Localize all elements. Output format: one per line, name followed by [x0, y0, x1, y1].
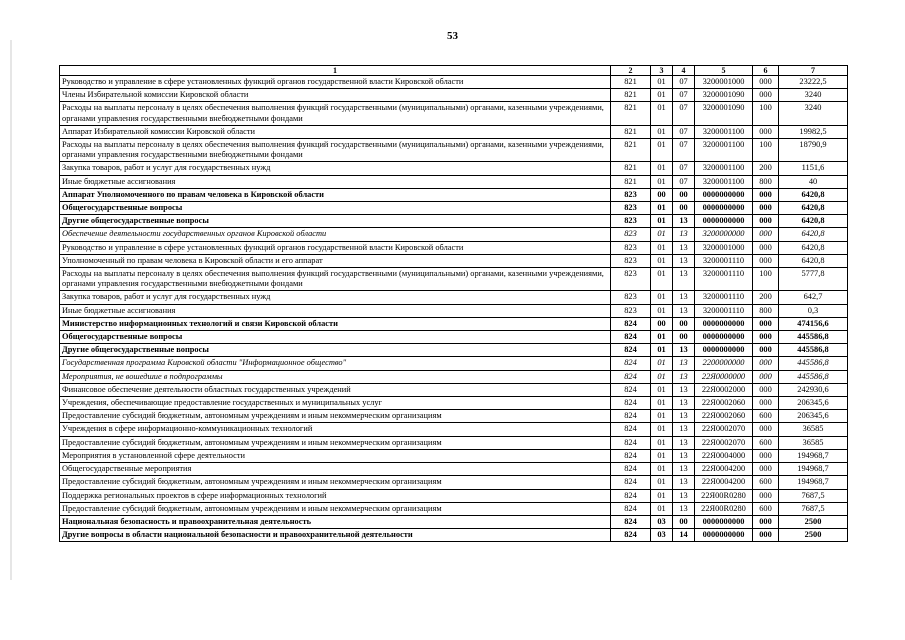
table-row [60, 463, 848, 476]
row-ministry-code: 823 [611, 215, 651, 228]
row-amount: 6420,8 [779, 215, 848, 228]
row-section-code: 01 [651, 370, 673, 383]
row-target-article: 22Я0000000 [695, 370, 753, 383]
row-expense-type: 000 [753, 188, 779, 201]
row-section-code: 00 [651, 317, 673, 330]
row-ministry-code: 821 [611, 125, 651, 138]
table-row [60, 188, 848, 201]
row-ministry-code: 824 [611, 344, 651, 357]
row-description: Уполномоченный по правам человека в Кировской области и его аппарат [60, 254, 611, 267]
row-expense-type: 000 [753, 254, 779, 267]
row-subsection-code: 00 [673, 317, 695, 330]
row-target-article: 3200001100 [695, 139, 753, 162]
row-subsection-code: 13 [673, 502, 695, 515]
table-row [60, 449, 848, 462]
row-description: Расходы на выплаты персоналу в целях обеспечения выполнения функций государственными (муниципальными) органами, казенными учреждениями, органами управления государственными внебюджетными фондами [60, 268, 611, 291]
row-subsection-code: 13 [673, 215, 695, 228]
row-subsection-code: 13 [673, 268, 695, 291]
row-ministry-code: 821 [611, 89, 651, 102]
row-target-article: 22Я0002070 [695, 436, 753, 449]
row-expense-type: 000 [753, 449, 779, 462]
row-ministry-code: 824 [611, 436, 651, 449]
row-description: Поддержка региональных проектов в сфере информационных технологий [60, 489, 611, 502]
row-ministry-code: 824 [611, 357, 651, 370]
row-description: Расходы на выплаты персоналу в целях обеспечения выполнения функций государственными (муниципальными) органами, казенными учреждениями, органами управления государственными внебюджетными фондами [60, 102, 611, 125]
row-section-code: 01 [651, 383, 673, 396]
row-description: Министерство информационных технологий и связи Кировской области [60, 317, 611, 330]
row-target-article: 22Я00R0280 [695, 489, 753, 502]
row-expense-type: 000 [753, 397, 779, 410]
row-expense-type: 000 [753, 383, 779, 396]
row-expense-type: 000 [753, 76, 779, 89]
row-expense-type: 200 [753, 162, 779, 175]
row-target-article: 22Я00R0280 [695, 502, 753, 515]
row-target-article: 3200001090 [695, 89, 753, 102]
row-description: Аппарат Уполномоченного по правам человека в Кировской области [60, 188, 611, 201]
row-ministry-code: 824 [611, 515, 651, 528]
row-amount: 642,7 [779, 291, 848, 304]
row-amount: 2500 [779, 515, 848, 528]
row-section-code: 01 [651, 139, 673, 162]
row-description: Закупка товаров, работ и услуг для государственных нужд [60, 162, 611, 175]
row-target-article: 0000000000 [695, 202, 753, 215]
table-row [60, 202, 848, 215]
row-description: Общегосударственные вопросы [60, 202, 611, 215]
row-section-code: 01 [651, 76, 673, 89]
row-description: Предоставление субсидий бюджетным, автономным учреждениям и иным некоммерческим организациям [60, 476, 611, 489]
row-section-code: 01 [651, 502, 673, 515]
row-expense-type: 000 [753, 215, 779, 228]
row-description: Иные бюджетные ассигнования [60, 304, 611, 317]
row-ministry-code: 823 [611, 254, 651, 267]
row-target-article: 3200001110 [695, 291, 753, 304]
table-body [60, 76, 848, 542]
row-ministry-code: 824 [611, 397, 651, 410]
row-amount: 445586,8 [779, 344, 848, 357]
row-target-article: 3200001110 [695, 304, 753, 317]
row-expense-type: 000 [753, 202, 779, 215]
row-section-code: 01 [651, 89, 673, 102]
row-ministry-code: 824 [611, 489, 651, 502]
row-ministry-code: 824 [611, 502, 651, 515]
row-amount: 7687,5 [779, 489, 848, 502]
row-target-article: 22Я0002070 [695, 423, 753, 436]
row-ministry-code: 823 [611, 202, 651, 215]
row-ministry-code: 824 [611, 317, 651, 330]
table-row [60, 436, 848, 449]
table-row [60, 162, 848, 175]
table-row [60, 423, 848, 436]
row-description: Мероприятия в установленной сфере деятельности [60, 449, 611, 462]
row-target-article: 0000000000 [695, 215, 753, 228]
row-target-article: 22Я0002060 [695, 410, 753, 423]
row-target-article: 3200001000 [695, 76, 753, 89]
row-section-code: 01 [651, 476, 673, 489]
row-section-code: 01 [651, 162, 673, 175]
scan-edge-mark [10, 40, 12, 580]
row-target-article: 3200001110 [695, 254, 753, 267]
row-subsection-code: 00 [673, 202, 695, 215]
row-target-article: 0000000000 [695, 515, 753, 528]
row-section-code: 03 [651, 529, 673, 542]
row-subsection-code: 13 [673, 383, 695, 396]
table-row [60, 254, 848, 267]
row-target-article: 22Я0004200 [695, 476, 753, 489]
row-amount: 7687,5 [779, 502, 848, 515]
row-target-article: 3200001110 [695, 268, 753, 291]
row-section-code: 01 [651, 254, 673, 267]
row-amount: 0,3 [779, 304, 848, 317]
row-expense-type: 600 [753, 410, 779, 423]
row-amount: 23222,5 [779, 76, 848, 89]
row-expense-type: 800 [753, 175, 779, 188]
header-col-3: 3 [651, 66, 673, 76]
row-description: Члены Избирательной комиссии Кировской области [60, 89, 611, 102]
row-expense-type: 000 [753, 489, 779, 502]
row-description: Учреждения в сфере информационно-коммуникационных технологий [60, 423, 611, 436]
row-ministry-code: 824 [611, 383, 651, 396]
row-amount: 194968,7 [779, 449, 848, 462]
row-target-article: 3200001100 [695, 175, 753, 188]
row-description: Иные бюджетные ассигнования [60, 175, 611, 188]
row-section-code: 01 [651, 436, 673, 449]
row-ministry-code: 824 [611, 449, 651, 462]
table-row [60, 241, 848, 254]
row-description: Другие вопросы в области национальной безопасности и правоохранительной деятельности [60, 529, 611, 542]
row-description: Руководство и управление в сфере установленных функций органов государственной власти Кировской области [60, 76, 611, 89]
row-subsection-code: 07 [673, 89, 695, 102]
budget-table [59, 65, 848, 542]
row-description: Национальная безопасность и правоохранительная деятельность [60, 515, 611, 528]
row-section-code: 01 [651, 423, 673, 436]
row-target-article: 0000000000 [695, 529, 753, 542]
row-description: Мероприятия, не вошедшие в подпрограммы [60, 370, 611, 383]
row-ministry-code: 823 [611, 241, 651, 254]
row-amount: 6420,8 [779, 228, 848, 241]
row-expense-type: 000 [753, 529, 779, 542]
row-ministry-code: 821 [611, 139, 651, 162]
header-col-2: 2 [611, 66, 651, 76]
header-col-6: 6 [753, 66, 779, 76]
row-section-code: 01 [651, 291, 673, 304]
row-description: Предоставление субсидий бюджетным, автономным учреждениям и иным некоммерческим организациям [60, 436, 611, 449]
row-ministry-code: 823 [611, 291, 651, 304]
row-description: Закупка товаров, работ и услуг для государственных нужд [60, 291, 611, 304]
row-amount: 445586,8 [779, 331, 848, 344]
row-ministry-code: 821 [611, 175, 651, 188]
header-col-5: 5 [695, 66, 753, 76]
page-number: 53 [447, 30, 458, 42]
row-amount: 206345,6 [779, 397, 848, 410]
row-ministry-code: 821 [611, 162, 651, 175]
row-section-code: 01 [651, 397, 673, 410]
header-col-4: 4 [673, 66, 695, 76]
row-target-article: 22Я0004200 [695, 463, 753, 476]
row-target-article: 3200001100 [695, 125, 753, 138]
row-section-code: 01 [651, 125, 673, 138]
row-subsection-code: 13 [673, 436, 695, 449]
table-row [60, 370, 848, 383]
table-row [60, 529, 848, 542]
row-section-code: 01 [651, 215, 673, 228]
row-expense-type: 000 [753, 125, 779, 138]
row-expense-type: 000 [753, 89, 779, 102]
row-subsection-code: 13 [673, 410, 695, 423]
row-expense-type: 000 [753, 317, 779, 330]
row-expense-type: 600 [753, 436, 779, 449]
row-subsection-code: 07 [673, 125, 695, 138]
table-row [60, 76, 848, 89]
row-description: Общегосударственные вопросы [60, 331, 611, 344]
table-row [60, 175, 848, 188]
row-amount: 1151,6 [779, 162, 848, 175]
row-section-code: 01 [651, 410, 673, 423]
row-subsection-code: 13 [673, 344, 695, 357]
row-target-article: 3200001100 [695, 162, 753, 175]
table-row [60, 304, 848, 317]
row-subsection-code: 13 [673, 357, 695, 370]
row-ministry-code: 824 [611, 423, 651, 436]
row-section-code: 01 [651, 102, 673, 125]
row-subsection-code: 13 [673, 228, 695, 241]
row-section-code: 03 [651, 515, 673, 528]
row-amount: 3240 [779, 89, 848, 102]
row-amount: 6420,8 [779, 254, 848, 267]
row-description: Руководство и управление в сфере установленных функций органов государственной власти Кировской области [60, 241, 611, 254]
row-ministry-code: 824 [611, 410, 651, 423]
row-subsection-code: 00 [673, 331, 695, 344]
row-amount: 36585 [779, 423, 848, 436]
table-row [60, 317, 848, 330]
row-subsection-code: 13 [673, 370, 695, 383]
row-section-code: 01 [651, 241, 673, 254]
row-target-article: 3200001090 [695, 102, 753, 125]
row-target-article: 22Я0002060 [695, 397, 753, 410]
table-row [60, 102, 848, 125]
row-section-code: 01 [651, 202, 673, 215]
row-ministry-code: 821 [611, 76, 651, 89]
row-description: Предоставление субсидий бюджетным, автономным учреждениям и иным некоммерческим организациям [60, 502, 611, 515]
row-description: Финансовое обеспечение деятельности областных государственных учреждений [60, 383, 611, 396]
row-amount: 445586,8 [779, 370, 848, 383]
row-expense-type: 000 [753, 515, 779, 528]
row-description: Аппарат Избирательной комиссии Кировской области [60, 125, 611, 138]
row-amount: 206345,6 [779, 410, 848, 423]
row-section-code: 01 [651, 489, 673, 502]
row-amount: 5777,8 [779, 268, 848, 291]
row-target-article: 0000000000 [695, 331, 753, 344]
row-expense-type: 000 [753, 331, 779, 344]
table-row [60, 476, 848, 489]
row-section-code: 01 [651, 304, 673, 317]
row-subsection-code: 13 [673, 304, 695, 317]
row-ministry-code: 821 [611, 102, 651, 125]
table-header-row [60, 66, 848, 76]
row-subsection-code: 13 [673, 241, 695, 254]
row-target-article: 0000000000 [695, 188, 753, 201]
row-amount: 2500 [779, 529, 848, 542]
row-description: Другие общегосударственные вопросы [60, 344, 611, 357]
row-section-code: 01 [651, 344, 673, 357]
row-subsection-code: 07 [673, 139, 695, 162]
table-row [60, 268, 848, 291]
row-subsection-code: 13 [673, 449, 695, 462]
row-ministry-code: 824 [611, 331, 651, 344]
row-ministry-code: 823 [611, 304, 651, 317]
row-description: Предоставление субсидий бюджетным, автономным учреждениям и иным некоммерческим организациям [60, 410, 611, 423]
row-amount: 18790,9 [779, 139, 848, 162]
row-subsection-code: 07 [673, 102, 695, 125]
table-row [60, 397, 848, 410]
row-amount: 6420,8 [779, 202, 848, 215]
row-section-code: 01 [651, 228, 673, 241]
row-amount: 6420,8 [779, 241, 848, 254]
row-target-article: 22Я0004000 [695, 449, 753, 462]
row-expense-type: 200 [753, 291, 779, 304]
row-ministry-code: 823 [611, 188, 651, 201]
table-row [60, 139, 848, 162]
row-description: Расходы на выплаты персоналу в целях обеспечения выполнения функций государственными (муниципальными) органами, казенными учреждениями, органами управления государственными внебюджетными фондами [60, 139, 611, 162]
row-amount: 40 [779, 175, 848, 188]
table-row [60, 215, 848, 228]
table-row [60, 515, 848, 528]
row-amount: 36585 [779, 436, 848, 449]
table-row [60, 228, 848, 241]
row-expense-type: 100 [753, 268, 779, 291]
row-expense-type: 000 [753, 357, 779, 370]
row-subsection-code: 13 [673, 291, 695, 304]
row-description: Учреждения, обеспечивающие предоставление государственных и муниципальных услуг [60, 397, 611, 410]
row-target-article: 22Я0002000 [695, 383, 753, 396]
row-expense-type: 100 [753, 139, 779, 162]
row-target-article: 3200001000 [695, 241, 753, 254]
row-subsection-code: 13 [673, 423, 695, 436]
row-amount: 474156,6 [779, 317, 848, 330]
row-subsection-code: 13 [673, 463, 695, 476]
table-row [60, 344, 848, 357]
row-description: Общегосударственные мероприятия [60, 463, 611, 476]
row-expense-type: 100 [753, 102, 779, 125]
row-ministry-code: 823 [611, 268, 651, 291]
table-row [60, 489, 848, 502]
row-subsection-code: 13 [673, 489, 695, 502]
row-subsection-code: 14 [673, 529, 695, 542]
row-amount: 445586,8 [779, 357, 848, 370]
row-section-code: 01 [651, 449, 673, 462]
row-description: Другие общегосударственные вопросы [60, 215, 611, 228]
row-expense-type: 000 [753, 228, 779, 241]
row-subsection-code: 00 [673, 515, 695, 528]
row-amount: 194968,7 [779, 463, 848, 476]
row-section-code: 01 [651, 331, 673, 344]
header-col-7: 7 [779, 66, 848, 76]
row-section-code: 00 [651, 188, 673, 201]
table-row [60, 125, 848, 138]
row-expense-type: 000 [753, 463, 779, 476]
row-section-code: 01 [651, 463, 673, 476]
row-subsection-code: 07 [673, 76, 695, 89]
row-subsection-code: 00 [673, 188, 695, 201]
row-expense-type: 000 [753, 423, 779, 436]
table-row [60, 89, 848, 102]
row-expense-type: 800 [753, 304, 779, 317]
row-amount: 242930,6 [779, 383, 848, 396]
row-target-article: 0000000000 [695, 317, 753, 330]
table-row [60, 291, 848, 304]
row-subsection-code: 13 [673, 476, 695, 489]
table-row [60, 331, 848, 344]
row-amount: 3240 [779, 102, 848, 125]
row-amount: 19982,5 [779, 125, 848, 138]
row-section-code: 01 [651, 357, 673, 370]
row-amount: 6420,8 [779, 188, 848, 201]
row-section-code: 01 [651, 268, 673, 291]
row-subsection-code: 07 [673, 162, 695, 175]
row-amount: 194968,7 [779, 476, 848, 489]
row-expense-type: 600 [753, 476, 779, 489]
table-row [60, 410, 848, 423]
row-ministry-code: 824 [611, 463, 651, 476]
row-target-article: 2200000000 [695, 357, 753, 370]
row-expense-type: 000 [753, 241, 779, 254]
row-description: Государственная программа Кировской области "Информационное общество" [60, 357, 611, 370]
row-expense-type: 000 [753, 344, 779, 357]
table-row [60, 383, 848, 396]
header-col-1: 1 [60, 66, 611, 76]
row-description: Обеспечение деятельности государственных органов Кировской области [60, 228, 611, 241]
row-subsection-code: 07 [673, 175, 695, 188]
row-expense-type: 000 [753, 370, 779, 383]
row-subsection-code: 13 [673, 254, 695, 267]
table-row [60, 357, 848, 370]
row-ministry-code: 824 [611, 370, 651, 383]
row-ministry-code: 823 [611, 228, 651, 241]
row-ministry-code: 824 [611, 476, 651, 489]
row-ministry-code: 824 [611, 529, 651, 542]
row-section-code: 01 [651, 175, 673, 188]
table-row [60, 502, 848, 515]
row-target-article: 3200000000 [695, 228, 753, 241]
row-expense-type: 600 [753, 502, 779, 515]
row-subsection-code: 13 [673, 397, 695, 410]
row-target-article: 0000000000 [695, 344, 753, 357]
